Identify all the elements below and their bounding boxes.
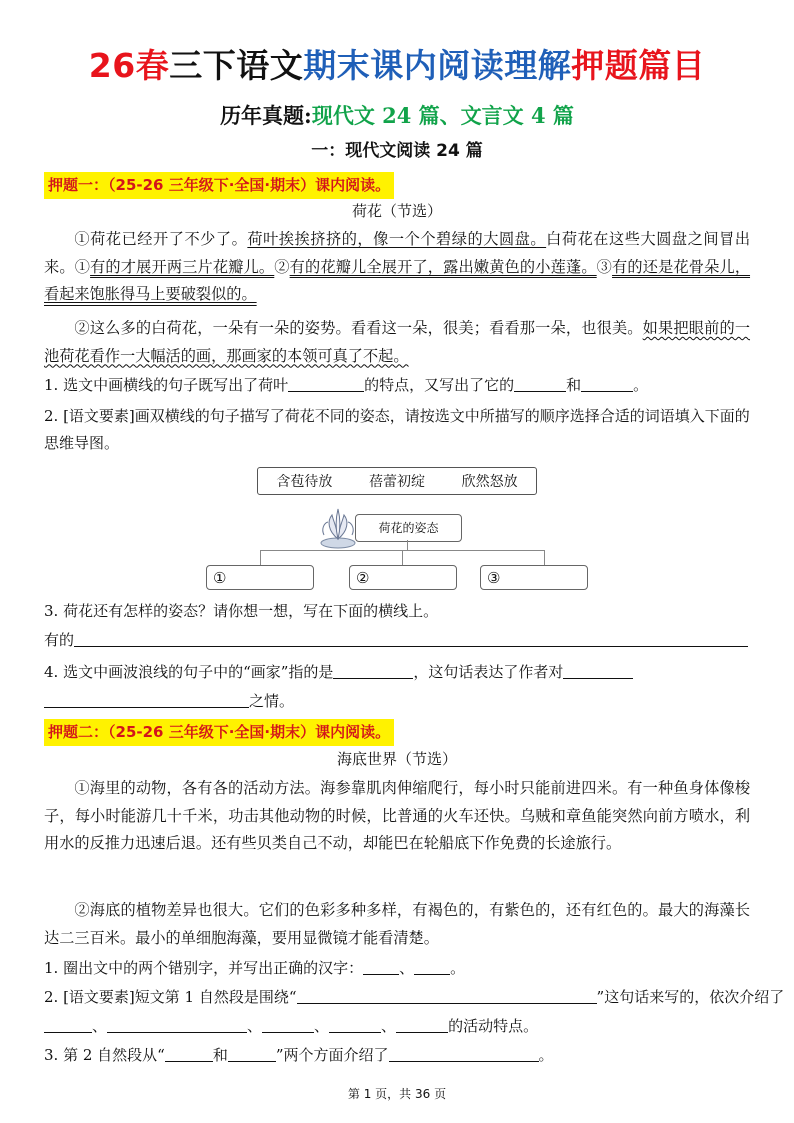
passage1-question-2: 2. [语文要素]画双横线的句子描写了荷花不同的姿态，请按选文中所描写的顺序选择合适的词语填入下面的思维导图。	[44, 407, 750, 452]
mindmap-connector-left	[260, 550, 261, 565]
p1-c: 白荷花在这些大圆盘之间冒出来。①	[44, 230, 751, 276]
passage2-paragraph-2: ②海底的植物差异也很大。它们的色彩多种多样，有褐色的，有紫色的，还有红色的。最大的海藻长达二三百米。最小的单细胞海藻，要用显微镜才能看清楚。	[44, 901, 750, 947]
title-part-2: 三下语文	[169, 46, 304, 85]
p2q1-blank-2[interactable]	[414, 958, 450, 975]
mindmap-connector-stem	[407, 540, 408, 550]
p2q2-sep-3: 、	[314, 1017, 330, 1035]
q4-blank-2-cont[interactable]	[44, 691, 249, 708]
p2q1-text-a: 1. 圈出文中的两个错别字，并写出正确的汉字：	[44, 959, 364, 977]
passage2-question-3	[44, 1042, 750, 1069]
p2q2-blank-2[interactable]	[107, 1016, 247, 1033]
p2-a: ②这么多的白荷花，一朵有一朵的姿势。看看这一朵，很美；看看那一朵，也很美。	[74, 319, 643, 337]
mindmap-slot-2[interactable]: ②	[349, 565, 457, 590]
passage2-question-1	[44, 955, 750, 982]
word-choice-2: 蓓蕾初绽	[368, 474, 425, 490]
q4-blank-1[interactable]	[333, 662, 413, 679]
mindmap-slot-3[interactable]: ③	[480, 565, 588, 590]
passage1-label-prefix: 押题一：	[48, 176, 109, 194]
p1-double-underline-1: 有的才展开两三片花瓣儿。	[90, 257, 275, 276]
title-part-3: 期末课内阅读理解	[303, 46, 572, 85]
page-subtitle	[0, 100, 794, 130]
passage2-paragraph-1: ①海里的动物，各有各的活动方法。海参靠肌肉伸缩爬行，每小时只能前进四米。有一种鱼身体像梭子，每小时能游几十千米，功击其他动物的时候，比普通的火车还快。乌贼和章鱼能突然向前方喷水，利用水的反推力迅速后退。还有些贝类自己不动，却能巴在轮船底下作免费的长途旅行。	[44, 779, 750, 852]
passage1-question-4	[44, 659, 750, 686]
passage2-question-2	[44, 984, 785, 1011]
passage1-label-text: （25-26 三年级下·全国·期末）课内阅读。	[108, 176, 391, 194]
page-title	[0, 40, 794, 87]
subtitle-green: 现代文 24 篇、文言文 4 篇	[311, 103, 574, 128]
q1-text-c: 和	[566, 376, 582, 394]
q1-text-b: 的特点，又写出了它的	[364, 376, 515, 394]
p1-double-underline-3: 有的还是花骨朵儿，看起来饱胀得马上要破裂似的。	[44, 257, 751, 303]
p2q3-text-a: 3. 第 2 自然段从“	[44, 1046, 165, 1064]
p2q2-blank-3[interactable]	[262, 1016, 314, 1033]
passage1-label	[44, 172, 394, 199]
p2q2-text-b: ”这句话来写的，依次介绍了	[596, 988, 785, 1006]
page-footer: 第 1 页，共 36 页	[347, 1087, 447, 1101]
passage1-paragraph-2	[44, 315, 750, 370]
passage2-label	[44, 719, 394, 746]
word-choice-box	[257, 467, 537, 495]
passage2-title: 海底世界（节选）	[336, 750, 457, 768]
q1-blank-3[interactable]	[581, 375, 633, 392]
p2q3-blank-3[interactable]	[389, 1045, 539, 1062]
p1-underlined-sentence: 荷叶挨挨挤挤的，像一个个碧绿的大圆盘。	[247, 230, 547, 248]
p1-g: ③	[596, 257, 613, 276]
passage1-question-4-cont	[44, 688, 750, 715]
p2q2-sep-1: 、	[92, 1017, 108, 1035]
q1-text-a: 1. 选文中画横线的句子既写出了荷叶	[44, 376, 289, 394]
p2q3-text-c: ”两个方面介绍了	[275, 1046, 389, 1064]
p2q3-blank-1[interactable]	[165, 1045, 213, 1062]
passage1-question-3: 3. 荷花还有怎样的姿态？请你想一想，写在下面的横线上。	[44, 602, 439, 620]
q3-answer-blank[interactable]	[74, 630, 748, 647]
passage1-question-1	[44, 372, 750, 399]
q1-blank-1[interactable]	[288, 375, 364, 392]
p2q2-blank-4[interactable]	[329, 1016, 381, 1033]
p2q2-blank-5[interactable]	[396, 1016, 448, 1033]
p2q1-text-c: 。	[450, 959, 466, 977]
q1-text-d: 。	[633, 376, 649, 394]
p2q3-blank-2[interactable]	[228, 1045, 276, 1062]
p2q1-text-b: 、	[399, 959, 415, 977]
q1-blank-2[interactable]	[514, 375, 566, 392]
q3-prefix: 有的	[44, 631, 75, 649]
p1-e: ②	[274, 257, 290, 276]
passage2-label-text: （25-26 三年级下·全国·期末）课内阅读。	[108, 723, 391, 741]
title-part-4: 押题篇目	[571, 46, 706, 85]
p2q3-text-b: 和	[212, 1046, 228, 1064]
mindmap-connector-right	[544, 550, 545, 565]
p1-double-underline-2: 有的花瓣儿全展开了，露出嫩黄色的小莲蓬。	[289, 257, 597, 276]
lotus-illustration-icon	[318, 505, 358, 551]
p2q3-text-d: 。	[538, 1046, 554, 1064]
word-choice-1: 含苞待放	[276, 474, 333, 490]
mindmap-connector-mid	[402, 550, 403, 565]
q4-text-a: 4. 选文中画波浪线的句子中的“画家”指的是	[44, 663, 334, 681]
p2q2-text-d: 的活动特点。	[448, 1017, 539, 1035]
passage1-question-3-answer-line	[44, 627, 750, 654]
mindmap-slot-1[interactable]: ①	[206, 565, 314, 590]
q4-text-c: 之情。	[249, 692, 295, 710]
p2q2-blank-main[interactable]	[297, 987, 597, 1004]
word-choice-3: 欣然怒放	[461, 474, 518, 490]
mindmap-center-node: 荷花的姿态	[355, 514, 462, 542]
p2q2-text-a: 2. [语文要素]短文第 1 自然段是围绕“	[44, 988, 297, 1006]
p2q2-sep-4: 、	[381, 1017, 397, 1035]
passage2-question-2-cont	[44, 1013, 750, 1040]
p2q2-sep-2: 、	[247, 1017, 263, 1035]
p1-a: ①荷花已经开了不少了。	[74, 230, 248, 248]
q4-text-b: ，这句话表达了作者对	[413, 663, 564, 681]
p2q2-blank-1[interactable]	[44, 1016, 92, 1033]
p2-wavy-sentence: 如果把眼前的一池荷花看作一大幅活的画，那画家的本领可真了不起。	[44, 319, 751, 365]
section-heading: 一：现代文阅读 24 篇	[311, 141, 483, 161]
passage2-label-prefix: 押题二：	[48, 723, 109, 741]
passage1-title: 荷花（节选）	[351, 202, 442, 220]
q4-blank-2[interactable]	[563, 662, 633, 679]
title-part-1: 26春	[88, 46, 170, 85]
subtitle-black: 历年真题:	[220, 103, 312, 128]
p2q1-blank-1[interactable]	[363, 958, 399, 975]
passage1-paragraph-1	[44, 226, 750, 309]
